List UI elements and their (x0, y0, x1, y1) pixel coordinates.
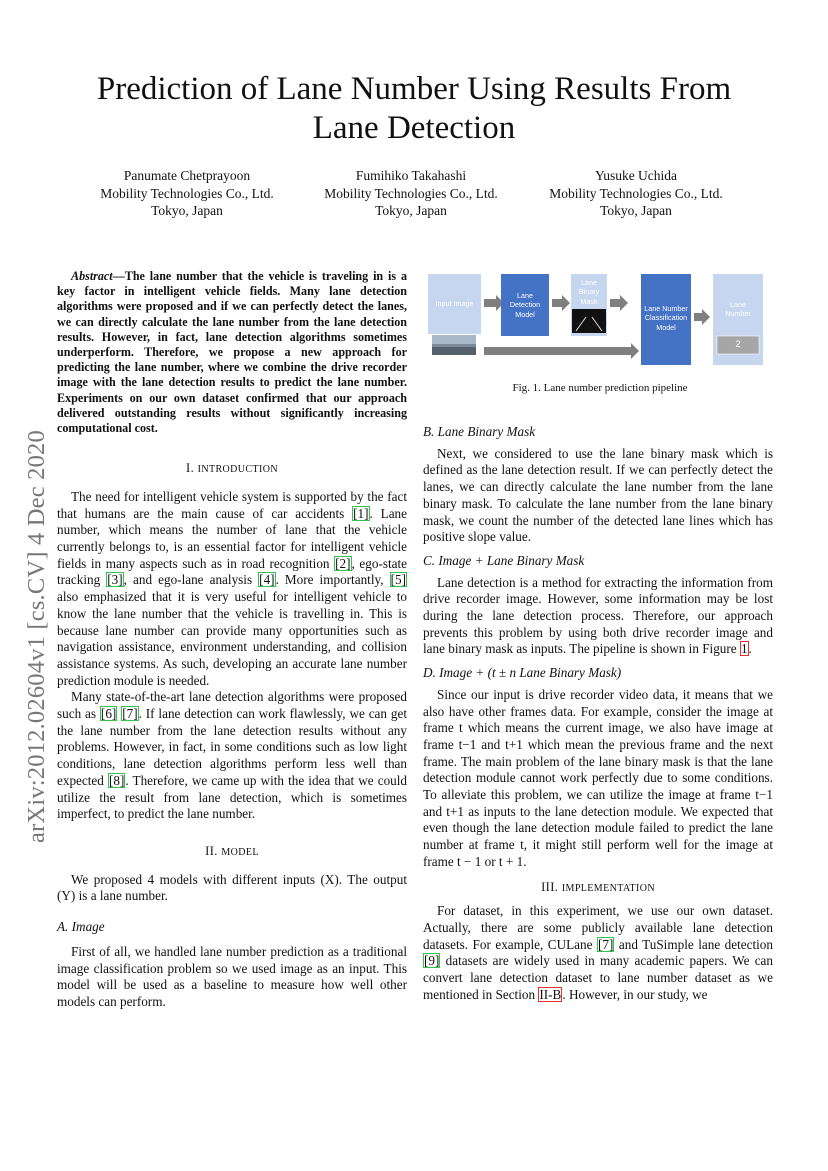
citation-link[interactable]: [4] (259, 572, 275, 588)
figure-link[interactable]: 1 (740, 641, 748, 657)
author-1 (72, 167, 302, 220)
text-run: Many state-of-the-art lane detection algorithms were proposed such as (57, 689, 407, 722)
author-2 (296, 167, 526, 220)
long-arrow-right-icon (484, 343, 639, 359)
author-affiliation: Mobility Technologies Co., Ltd. (324, 185, 498, 201)
classification-model-label (641, 294, 691, 342)
subsection-heading-d: D. Image + (t ± n Lane Binary Mask) (423, 665, 622, 681)
citation-link[interactable]: [5] (390, 572, 406, 588)
subsection-b-text: Next, we considered to use the lane binary mask which is defined as the lane detection result. If we can perfectly detect the lanes, we can directly calculate the lane number from the lane binary mask. To calculate the lane number from the lane binary mask, we count the number of the detected lane lines which has positive slope value. (423, 445, 773, 545)
section-number: III. (541, 879, 562, 894)
text-run: and TuSimple lane detection (614, 936, 773, 952)
intro-paragraph-1 (57, 489, 407, 689)
text-run: . Lane number, which means the number of lane that the vehicle currently belongs to, is an essential factor for intelligent vehicle fields in many aspects such as in road recognition (57, 505, 407, 571)
section-heading-model (57, 843, 407, 862)
section-number: II. (205, 844, 222, 858)
figure-caption: Fig. 1. Lane number prediction pipeline (512, 382, 688, 394)
text-run: . More importantly, (275, 572, 390, 588)
author-name: Panumate Chetprayoon (123, 168, 251, 183)
text-run: For dataset, in this experiment, we use our own dataset. Actually, there are some publicly available lane detection datasets. For example, CULane (423, 903, 773, 952)
text-run: . If lane detection can work flawlessly, we can get the lane number from the lane detection results without any problems. However, in fact, in some conditions such as low light conditions, lane detection algorithms perform less well than expected (57, 706, 407, 788)
citation-link[interactable]: [6] (100, 706, 117, 722)
arxiv-identifier: arXiv:2012.02604v1 [cs.CV] 4 Dec 2020 (23, 430, 50, 843)
intro-paragraph-2 (57, 689, 407, 823)
arrow-right-icon (610, 295, 628, 311)
author-name: Yusuke Uchida (594, 168, 678, 183)
section-title: MODEL (221, 847, 259, 858)
text-run: . Therefore, we came up with the idea that we could utilize the result from lane detection, which is sometimes imperfect, to predict the lane number. (57, 772, 408, 822)
citation-link[interactable]: [8] (108, 772, 125, 788)
block-label: Lane Number Classification Model (644, 303, 688, 332)
citation-link[interactable]: [7] (597, 936, 614, 952)
subsection-heading-b: B. Lane Binary Mask (423, 424, 536, 439)
text-run: Lane detection is a method for extracting the information from drive recorder image. However, some information may be lost during the lane detection process. Therefore, our approach prevents this problem by using both drive recorder image and lane binary mask as inputs. The pipeline is shown in Figure (423, 574, 773, 657)
section-heading-introduction (57, 460, 407, 479)
section-title: INTRODUCTION (197, 464, 278, 476)
block-label: Lane Detection Model (509, 290, 541, 319)
text-run: . (748, 641, 752, 657)
section-number: I. (186, 461, 198, 476)
abstract-text: —The lane number that the vehicle is traveling in is a key factor in intelligent vehicle fields. Many lane detection algorithms were proposed and if we can perfectly detect the lanes, we can directly calculate the lane number from the lane detection results. However, in fact, lane detection algorithms sometimes underperform. Therefore, we propose a new approach for predicting the lane number, where we combine the drive recorder image with the lane detection results to predict the lane number. Experiments on our own dataset confirmed that our approach delivered outstanding results without significantly increasing computational cost. (57, 269, 407, 436)
author-affiliation: Mobility Technologies Co., Ltd. (549, 185, 723, 201)
block-label: Lane Binary Mask (578, 277, 600, 306)
paper-title: Prediction of Lane Number Using Results From Lane Detection (96, 71, 732, 146)
text-run: datasets are widely used in many academic papers. We can convert lane detection dataset to lane number dataset as we mentioned in Section (423, 953, 773, 1002)
right-column (423, 424, 773, 1004)
text-run: , and ego-lane analysis (123, 572, 259, 588)
implementation-text (423, 903, 773, 1003)
lane-number-label (713, 297, 763, 321)
arrow-right-icon (552, 295, 570, 311)
citation-link[interactable]: [7] (122, 706, 138, 722)
block-label: Input Image (435, 299, 474, 309)
subsection-heading-c: C. Image + Lane Binary Mask (423, 552, 585, 568)
citation-link[interactable]: [1] (353, 505, 369, 521)
subsection-heading-a: A. Image (57, 919, 105, 935)
author-3 (521, 167, 751, 220)
citation-link[interactable]: [3] (107, 572, 123, 588)
section-title: IMPLEMENTATION (561, 882, 655, 894)
block-label: Lane Number (725, 299, 751, 318)
text-run: , ego-state tracking (57, 555, 407, 588)
author-location: Tokyo, Japan (151, 203, 223, 218)
author-affiliation: Mobility Technologies Co., Ltd. (100, 185, 274, 201)
citation-link[interactable]: [9] (424, 953, 440, 969)
subsection-c-text (423, 575, 773, 659)
model-paragraph: We proposed 4 models with different inputs (X). The output (Y) is a lane number. (57, 871, 407, 904)
input-image-label (428, 294, 481, 314)
lane-number-value: 2 (735, 339, 741, 350)
text-run: also emphasized that it is very useful for intelligent vehicle to know the lane number that the vehicle is travelling in. This is because lane number can provide many opportunities such as navigation assistance, environment understanding, and collision assistance systems. As such, developing an accurate lane number prediction module is needed. (57, 589, 407, 688)
text-run: The need for intelligent vehicle system is supported by the fact that humans are the main cause of car accidents (57, 488, 407, 521)
left-column (57, 269, 407, 1011)
pipeline-figure (426, 269, 774, 370)
subsection-d-text: Since our input is drive recorder video data, it means that we also have other frames data. For example, consider the image at frame t which means the current image, we also have image at frame t−1 and t+1 which mean the previous frame and the next frame. The main problem of the lane binary mask is that the lane detection module cannot work perfectly due to some conditions. To alleviate this problem, we can utilize the image at frame t−1 and t+1 as inputs to the lane detection module. We expected that even though the lane detection module failed to predict the lane number at frame t, it might still perform well for the image at frame t − 1 or t + 1. (423, 686, 773, 869)
detection-model-label (501, 286, 549, 324)
author-name: Fumihiko Takahashi (355, 168, 467, 183)
subsection-a-text: First of all, we handled lane number prediction as a traditional image classification problem so we used image as an input. This model will be used as a baseline to measure how well other models can perform. (57, 943, 407, 1009)
binary-mask-label (571, 277, 607, 307)
citation-link[interactable]: [2] (335, 555, 351, 571)
section-heading-implementation (423, 879, 773, 898)
author-location: Tokyo, Japan (600, 203, 672, 218)
abstract-lead: Abstract (71, 269, 113, 283)
author-location: Tokyo, Japan (375, 203, 447, 218)
abstract (57, 269, 407, 436)
text-run: . However, in our study, we (562, 986, 708, 1002)
arrow-right-icon (694, 309, 710, 325)
section-link[interactable]: II-B (539, 986, 562, 1002)
